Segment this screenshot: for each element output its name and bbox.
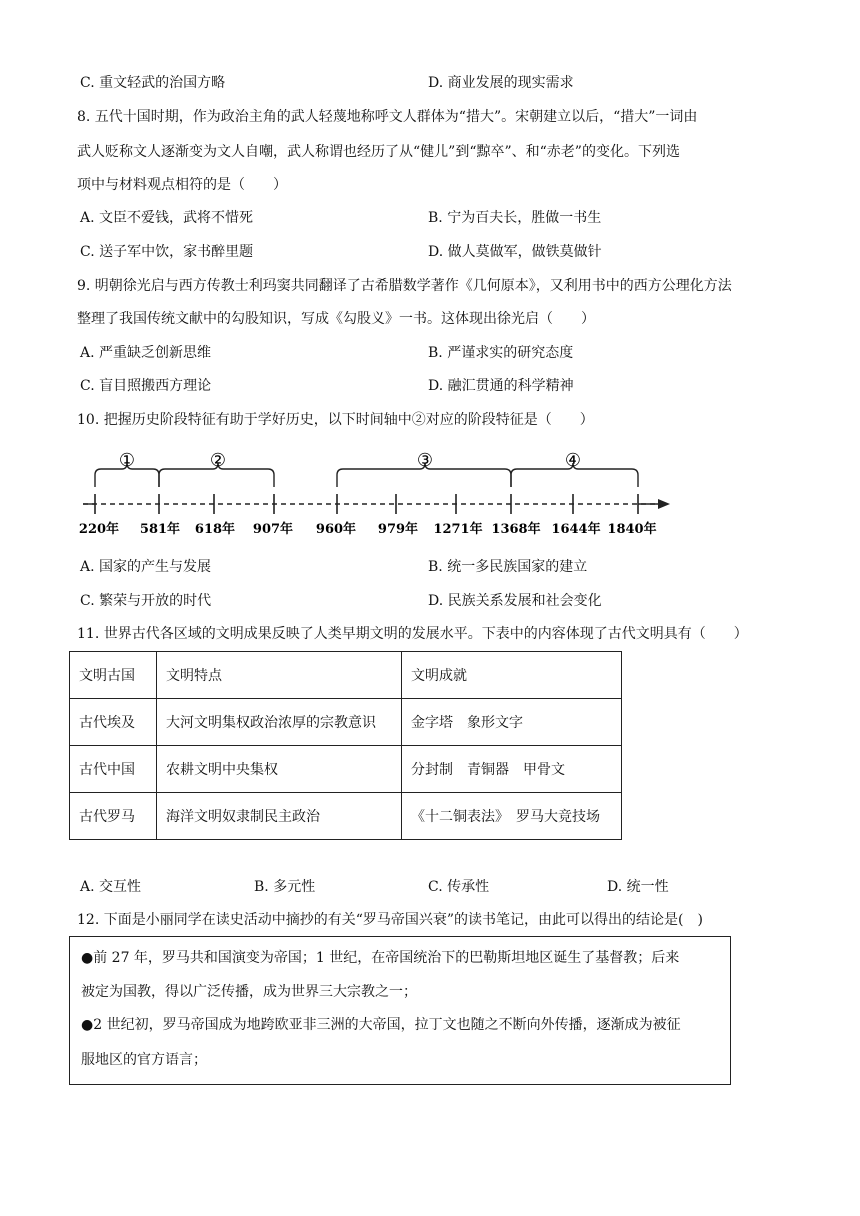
table-cell: 《十二铜表法》 罗马大竞技场 [402, 793, 622, 840]
note-line: 被定为国教，得以广泛传播，成为世界三大宗教之一； [81, 984, 417, 1000]
table-cell: 大河文明集权政治浓厚的宗教意识 [157, 699, 402, 746]
q11-stem: 11. 世界古代各区域的文明成果反映了人类早期文明的发展水平。下表中的内容体现了古代文明具有（ ） [77, 626, 748, 642]
year-label: 1368年 [491, 522, 541, 537]
table-cell: 古代罗马 [70, 793, 157, 840]
year-label: 1644年 [551, 522, 601, 537]
q11-option-b: B. 多元性 [254, 879, 316, 895]
year-label: 618年 [194, 522, 236, 537]
q11-option-a: A. 交互性 [80, 879, 142, 895]
table-header-cell: 文明特点 [157, 652, 402, 699]
table-cell: 海洋文明奴隶制民主政治 [157, 793, 402, 840]
q10-stem: 10. 把握历史阶段特征有助于学好历史，以下时间轴中②对应的阶段特征是（ ） [77, 412, 594, 428]
table-cell: 农耕文明中央集权 [157, 746, 402, 793]
year-label: 1271年 [433, 522, 483, 537]
table-cell: 分封制 青铜器 甲骨文 [402, 746, 622, 793]
q8-option-d: D. 做人莫做军，做铁莫做针 [428, 244, 602, 260]
year-label: 979年 [377, 522, 419, 537]
q8-stem-line2: 武人贬称文人逐渐变为文人自嘲，武人称谓也经历了从“健儿”到“黥卒”、和“赤老”的变化。下列选 [77, 144, 680, 160]
q10-option-b: B. 统一多民族国家的建立 [428, 559, 588, 575]
q8-option-a: A. 文臣不爱钱，武将不惜死 [80, 210, 254, 226]
q8-stem-line3: 项中与材料观点相符的是（ ） [77, 177, 287, 193]
table-cell: 古代埃及 [70, 699, 157, 746]
reading-notes-box [69, 936, 731, 1085]
q12-stem: 12. 下面是小丽同学在读史活动中摘抄的有关“罗马帝国兴衰”的读书笔记，由此可以得出的结论是( ) [77, 912, 703, 928]
year-label: 907年 [252, 522, 294, 537]
note-line: ●2 世纪初，罗马帝国成为地跨欧亚非三洲的大帝国，拉丁文也随之不断向外传播，逐渐成为被征 [81, 1017, 681, 1033]
year-label: 220年 [78, 522, 120, 537]
civilizations-table [69, 651, 622, 840]
note-line: ●前 27 年，罗马共和国演变为帝国；1 世纪，在帝国统治下的巴勒斯坦地区诞生了基督教；后来 [81, 950, 680, 966]
q8-option-c: C. 送子军中饮，家书醉里题 [80, 244, 254, 260]
q10-option-c: C. 繁荣与开放的时代 [80, 593, 212, 609]
q11-option-d: D. 统一性 [607, 879, 669, 895]
q7-option-c: C. 重文轻武的治国方略 [80, 75, 226, 91]
table-cell: 金字塔 象形文字 [402, 699, 622, 746]
q8-stem-line1: 8. 五代十国时期，作为政治主角的武人轻蔑地称呼文人群体为“措大”。宋朝建立以后，“措大”一词由 [77, 109, 698, 125]
stage-label-1: ① [118, 450, 136, 471]
timeline-arrow-head [658, 499, 670, 509]
q7-option-d: D. 商业发展的现实需求 [428, 75, 574, 91]
q9-option-d: D. 融汇贯通的科学精神 [428, 378, 574, 394]
q11-option-c: C. 传承性 [428, 879, 490, 895]
year-label: 1840年 [607, 522, 657, 537]
q10-option-a: A. 国家的产生与发展 [80, 559, 212, 575]
table-row [70, 746, 622, 793]
stage-label-2: ② [209, 450, 227, 471]
q9-option-c: C. 盲目照搬西方理论 [80, 378, 212, 394]
q10-option-d: D. 民族关系发展和社会变化 [428, 593, 602, 609]
note-line: 服地区的官方语言； [81, 1052, 207, 1068]
year-label: 960年 [315, 522, 357, 537]
table-cell: 古代中国 [70, 746, 157, 793]
year-label: 581年 [139, 522, 181, 537]
table-header-row [70, 652, 622, 699]
q9-option-b: B. 严谨求实的研究态度 [428, 345, 574, 361]
stage-label-3: ③ [416, 450, 434, 471]
q10-timeline [0, 445, 860, 545]
q9-option-a: A. 严重缺乏创新思维 [80, 345, 212, 361]
q9-stem-line2: 整理了我国传统文献中的勾股知识，写成《勾股义》一书。这体现出徐光启（ ） [77, 311, 595, 327]
stage-label-4: ④ [564, 450, 582, 471]
table-header-cell: 文明成就 [402, 652, 622, 699]
q8-option-b: B. 宁为百夫长，胜做一书生 [428, 210, 602, 226]
table-header-cell: 文明古国 [70, 652, 157, 699]
table-row [70, 699, 622, 746]
table-row [70, 793, 622, 840]
q9-stem-line1: 9. 明朝徐光启与西方传教士利玛窦共同翻译了古希腊数学著作《几何原本》，又利用书中的西方公理化方法 [77, 278, 732, 294]
